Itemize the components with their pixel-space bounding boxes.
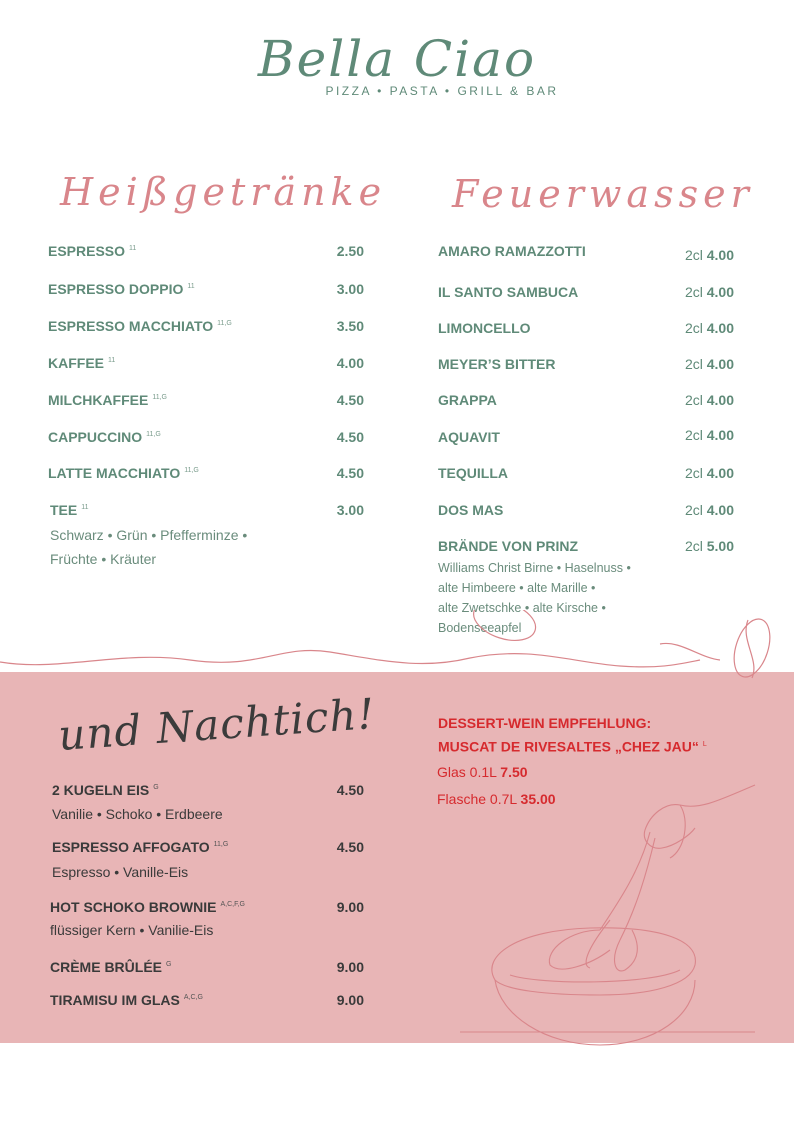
item-price: 9.00 xyxy=(336,959,364,975)
item-price: 4.50 xyxy=(336,392,364,408)
allergen-code: 11 xyxy=(81,504,89,512)
allergen-code: 11 xyxy=(187,283,195,291)
unit-label: 2cl xyxy=(684,356,703,372)
item-name: ESPRESSO xyxy=(48,243,126,259)
item-description: Früchte • Kräuter xyxy=(50,551,157,567)
item-name: 2 KUGELN EIS xyxy=(52,782,150,798)
price-value: 4.00 xyxy=(706,320,734,336)
item-price: 9.00 xyxy=(336,899,364,915)
allergen-code: A,C,F,G xyxy=(220,901,245,909)
price-value: 4.00 xyxy=(706,502,734,518)
item-price: 4.50 xyxy=(336,839,364,855)
wine-name xyxy=(438,734,707,758)
coffee-beans-icon xyxy=(469,610,777,681)
list-item: AMARO RAMAZZOTTI xyxy=(438,243,586,259)
item-price: 3.50 xyxy=(336,318,364,334)
wine-glass-price xyxy=(437,764,528,780)
item-price: 4.50 xyxy=(336,782,364,798)
item-name: KAFFEE xyxy=(48,355,104,371)
item-name: TEE xyxy=(50,502,78,518)
item-name: ESPRESSO MACCHIATO xyxy=(48,318,214,334)
list-item xyxy=(50,992,203,1008)
price-value: 4.00 xyxy=(706,427,734,443)
item-name: LATTE MACCHIATO xyxy=(48,465,181,481)
list-item xyxy=(48,243,136,259)
wine-recommendation-title: DESSERT-WEIN EMPFEHLUNG: xyxy=(438,715,652,731)
item-description: Espresso • Vanille-Eis xyxy=(52,864,189,880)
allergen-code: 11 xyxy=(129,245,137,253)
dessert-heading: und Nachtich! xyxy=(56,688,377,761)
item-price: 3.00 xyxy=(336,502,364,518)
logo xyxy=(0,30,794,98)
item-price: 3.00 xyxy=(336,281,364,297)
allergen-code: 11,G xyxy=(152,394,167,402)
item-price xyxy=(660,392,734,408)
item-name: ESPRESSO AFFOGATO xyxy=(52,839,210,855)
item-price xyxy=(660,356,734,372)
allergen-code: 11,G xyxy=(213,841,229,849)
list-item: AQUAVIT xyxy=(438,429,500,445)
list-item: BRÄNDE VON PRINZ xyxy=(438,538,579,554)
item-description: Bodenseeapfel xyxy=(438,621,522,635)
item-price: 9.00 xyxy=(336,992,364,1008)
item-description: Vanilie • Schoko • Erdbeere xyxy=(52,806,223,822)
item-price xyxy=(660,502,734,518)
item-price xyxy=(660,247,734,263)
list-item xyxy=(50,899,245,915)
logo-tagline: PIZZA • PASTA • GRILL & BAR xyxy=(325,84,559,98)
list-item xyxy=(48,465,199,481)
list-item xyxy=(48,318,232,334)
allergen-code: G xyxy=(166,961,172,969)
item-price: 4.00 xyxy=(336,355,364,371)
item-price xyxy=(660,465,734,481)
item-description: alte Himbeere • alte Marille • xyxy=(438,581,596,595)
list-item xyxy=(50,502,89,518)
unit-label: 2cl xyxy=(684,247,703,263)
price-value: 35.00 xyxy=(520,791,556,807)
price-label: Flasche 0.7L xyxy=(437,791,517,807)
item-name: HOT SCHOKO BROWNIE xyxy=(50,899,217,915)
allergen-code: 11,G xyxy=(184,467,199,475)
hot-drinks-heading: Heißgetränke xyxy=(60,170,387,214)
list-item: TEQUILLA xyxy=(438,465,508,481)
price-value: 4.00 xyxy=(706,392,734,408)
list-item xyxy=(48,281,195,297)
item-price: 2.50 xyxy=(336,243,364,259)
item-price xyxy=(660,284,734,300)
price-value: 4.00 xyxy=(706,284,734,300)
item-name: CRÈME BRÛLÉE xyxy=(50,959,163,975)
item-description: Schwarz • Grün • Pfefferminze • xyxy=(50,527,248,543)
item-name: TIRAMISU IM GLAS xyxy=(50,992,180,1008)
unit-label: 2cl xyxy=(684,427,703,443)
item-price xyxy=(660,427,734,443)
item-price xyxy=(660,538,734,554)
list-item xyxy=(52,839,228,855)
price-value: 4.00 xyxy=(706,356,734,372)
allergen-code: L xyxy=(702,741,707,748)
unit-label: 2cl xyxy=(684,392,703,408)
list-item: IL SANTO SAMBUCA xyxy=(438,284,579,300)
logo-wordmark: Bella Ciao xyxy=(257,30,537,88)
list-item xyxy=(48,392,167,408)
item-price: 4.50 xyxy=(336,465,364,481)
unit-label: 2cl xyxy=(684,284,703,300)
price-value: 5.00 xyxy=(706,538,734,554)
price-value: 4.00 xyxy=(706,465,734,481)
item-description: Williams Christ Birne • Haselnuss • xyxy=(438,561,631,575)
unit-label: 2cl xyxy=(684,465,703,481)
item-price: 4.50 xyxy=(336,429,364,445)
allergen-code: 11,G xyxy=(146,431,161,439)
allergen-code: A,C,G xyxy=(183,994,203,1002)
wave-line-decoration xyxy=(0,610,794,690)
wine-name-text: MUSCAT DE RIVESALTES „CHEZ JAU“ xyxy=(438,738,699,755)
list-item xyxy=(48,429,161,445)
item-description: alte Zwetschke • alte Kirsche • xyxy=(438,601,606,615)
list-item: MEYER’S BITTER xyxy=(438,356,556,372)
unit-label: 2cl xyxy=(684,320,703,336)
item-description: flüssiger Kern • Vanilie-Eis xyxy=(50,922,214,938)
list-item xyxy=(48,355,115,371)
item-name: CAPPUCCINO xyxy=(48,429,143,445)
price-value: 7.50 xyxy=(500,764,528,780)
allergen-code: 11,G xyxy=(217,320,232,328)
list-item: LIMONCELLO xyxy=(438,320,531,336)
price-value: 4.00 xyxy=(706,247,734,263)
item-name: ESPRESSO DOPPIO xyxy=(48,281,184,297)
whisk-bowl-illustration xyxy=(450,780,770,1050)
spirits-heading: Feuerwasser xyxy=(452,172,754,216)
item-price xyxy=(660,320,734,336)
item-name: MILCHKAFFEE xyxy=(48,392,149,408)
list-item: GRAPPA xyxy=(438,392,497,408)
unit-label: 2cl xyxy=(684,538,703,554)
allergen-code: G xyxy=(153,784,159,792)
unit-label: 2cl xyxy=(684,502,703,518)
list-item: DOS MAS xyxy=(438,502,504,518)
list-item xyxy=(50,959,171,975)
list-item xyxy=(52,782,159,798)
price-label: Glas 0.1L xyxy=(437,764,497,780)
allergen-code: 11 xyxy=(108,357,116,365)
